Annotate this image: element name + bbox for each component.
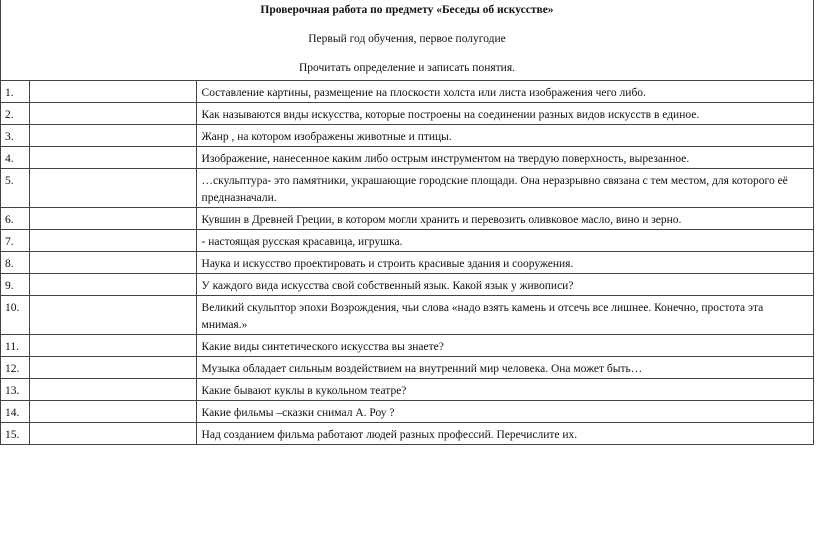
question-text: Изображение, нанесенное каким либо острым инструментом на твердую поверхность, вырезанное. xyxy=(196,147,813,169)
answer-cell[interactable] xyxy=(29,274,196,296)
table-row xyxy=(1,169,814,208)
answer-cell[interactable] xyxy=(29,208,196,230)
table-row xyxy=(1,296,814,335)
row-number: 8. xyxy=(1,252,30,274)
question-text: Жанр , на котором изображены животные и птицы. xyxy=(196,125,813,147)
answer-cell[interactable] xyxy=(29,125,196,147)
question-text: Великий скульптор эпохи Возрождения, чьи слова «надо взять камень и отсечь все лишнее. Конечно, простота эта мнимая.» xyxy=(196,296,813,335)
question-text: - настоящая русская красавица, игрушка. xyxy=(196,230,813,252)
question-text: Музыка обладает сильным воздействием на внутренний мир человека. Она может быть… xyxy=(196,357,813,379)
row-number: 10. xyxy=(1,296,30,335)
table-row xyxy=(1,125,814,147)
row-number: 7. xyxy=(1,230,30,252)
answer-cell[interactable] xyxy=(29,296,196,335)
answer-cell[interactable] xyxy=(29,169,196,208)
table-row xyxy=(1,379,814,401)
question-text: Какие виды синтетического искусства вы знаете? xyxy=(196,335,813,357)
row-number: 2. xyxy=(1,103,30,125)
answer-cell[interactable] xyxy=(29,147,196,169)
table-row xyxy=(1,274,814,296)
table-row xyxy=(1,230,814,252)
answer-cell[interactable] xyxy=(29,379,196,401)
row-number: 3. xyxy=(1,125,30,147)
answer-cell[interactable] xyxy=(29,252,196,274)
answer-cell[interactable] xyxy=(29,81,196,103)
row-number: 13. xyxy=(1,379,30,401)
question-text: Составление картины, размещение на плоскости холста или листа изображения чего либо. xyxy=(196,81,813,103)
row-number: 11. xyxy=(1,335,30,357)
question-text: …скульптура- это памятники, украшающие городские площади. Она неразрывно связана с тем местом, для которого её предназначали. xyxy=(196,169,813,208)
question-text: Наука и искусство проектировать и строить красивые здания и сооружения. xyxy=(196,252,813,274)
table-row xyxy=(1,208,814,230)
header-cell xyxy=(1,0,814,81)
row-number: 15. xyxy=(1,423,30,445)
row-number: 12. xyxy=(1,357,30,379)
instruction: Прочитать определение и записать понятия. xyxy=(299,62,515,74)
question-text: Кувшин в Древней Греции, в котором могли хранить и перевозить оливковое масло, вино и зерно. xyxy=(196,208,813,230)
subtitle: Первый год обучения, первое полугодие xyxy=(308,33,506,45)
row-number: 14. xyxy=(1,401,30,423)
answer-cell[interactable] xyxy=(29,230,196,252)
answer-cell[interactable] xyxy=(29,423,196,445)
table-row xyxy=(1,252,814,274)
table-row xyxy=(1,81,814,103)
table-row xyxy=(1,147,814,169)
question-text: Как называются виды искусства, которые построены на соединении разных видов искусств в единое. xyxy=(196,103,813,125)
row-number: 6. xyxy=(1,208,30,230)
header-row xyxy=(1,0,814,81)
table-row xyxy=(1,423,814,445)
row-number: 5. xyxy=(1,169,30,208)
row-number: 4. xyxy=(1,147,30,169)
question-text: Какие бывают куклы в кукольном театре? xyxy=(196,379,813,401)
page-title: Проверочная работа по предмету «Беседы об искусстве» xyxy=(260,4,554,16)
answer-cell[interactable] xyxy=(29,103,196,125)
question-text: Над созданием фильма работают людей разных профессий. Перечислите их. xyxy=(196,423,813,445)
question-text: У каждого вида искусства свой собственный язык. Какой язык у живописи? xyxy=(196,274,813,296)
table-row xyxy=(1,357,814,379)
answer-cell[interactable] xyxy=(29,401,196,423)
row-number: 1. xyxy=(1,81,30,103)
question-text: Какие фильмы –сказки снимал А. Роу ? xyxy=(196,401,813,423)
table-row xyxy=(1,401,814,423)
answer-cell[interactable] xyxy=(29,335,196,357)
table-row xyxy=(1,335,814,357)
answer-cell[interactable] xyxy=(29,357,196,379)
row-number: 9. xyxy=(1,274,30,296)
table-row xyxy=(1,103,814,125)
